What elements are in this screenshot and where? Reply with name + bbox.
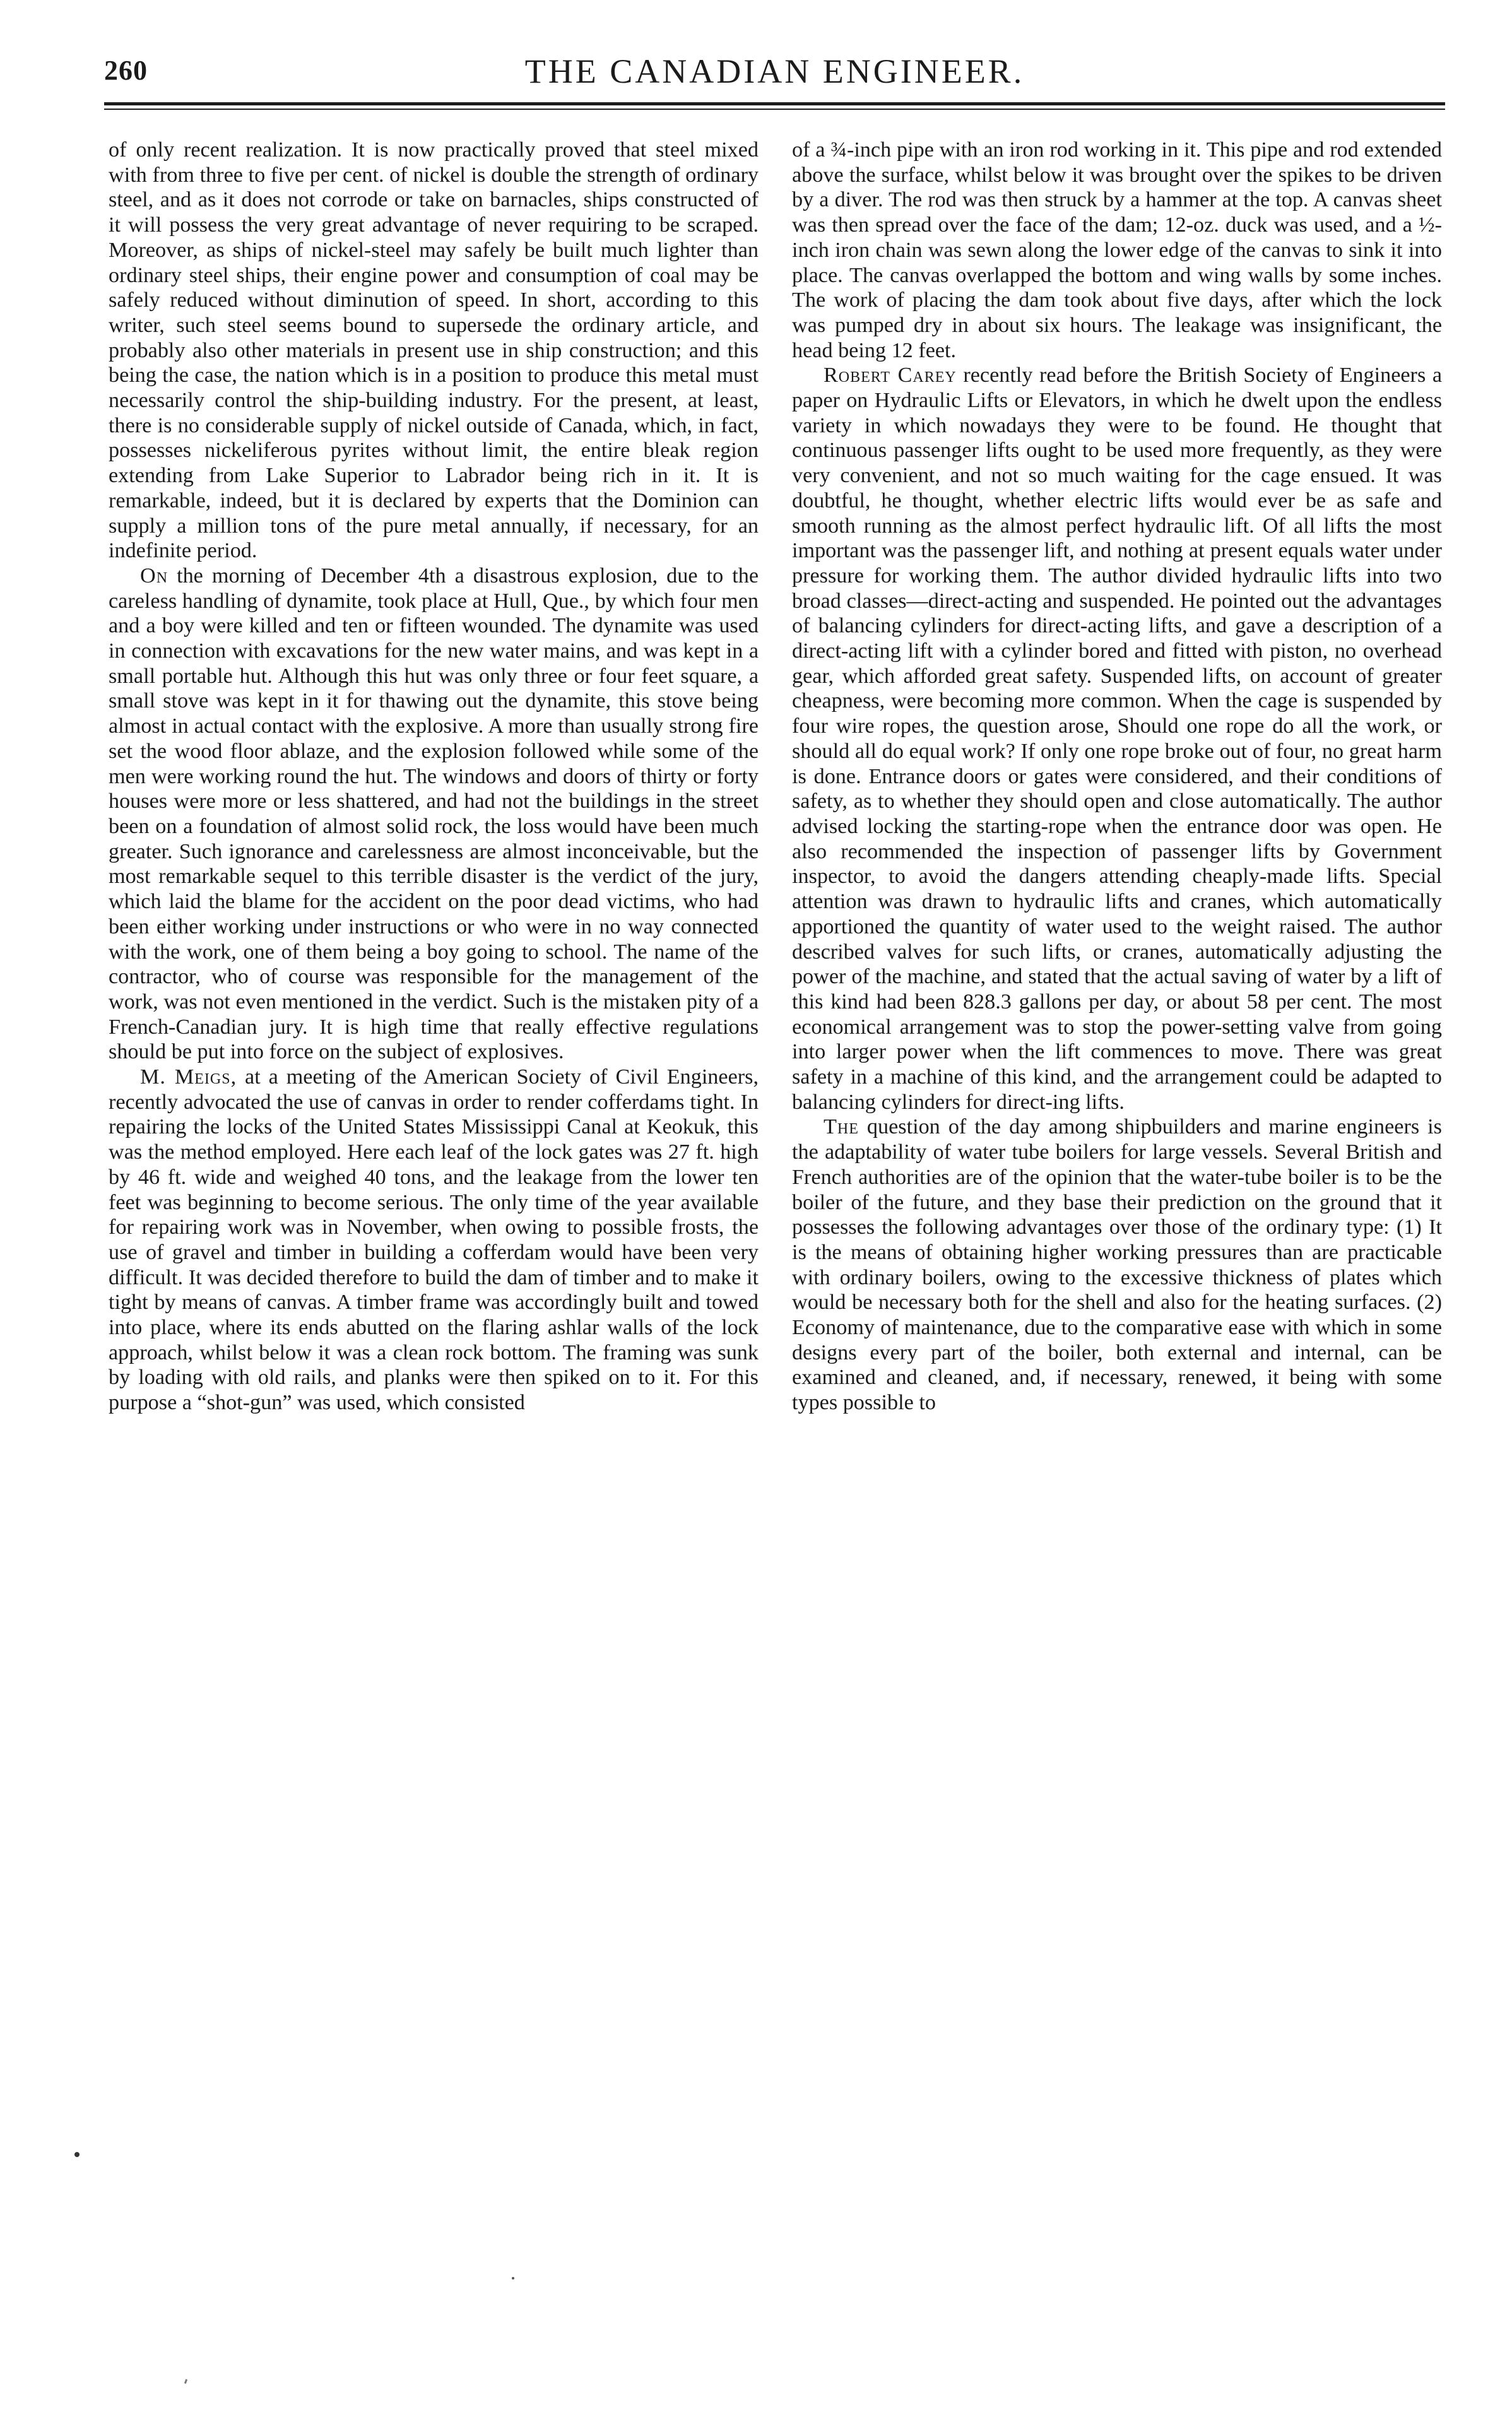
paragraph-body: question of the day among shipbuilders and marine engineers is the adaptability of water tube boilers for large vessels. Several British and French authorities are of the opinion that the water-tube boiler is to be the boiler of the future, and they base their prediction on the ground that it possesses the following advantages over those of the ordinary type: (1) It is the means of obtaining higher working pressures than are practicable with ordinary boilers, owing to the excessive thickness of plates which would be necessary both for the shell and also for the heating surfaces. (2) Economy of maintenance, due to the comparative ease with which in some designs every part of the boiler, both external and internal, can be examined and cleaned, and, if necessary, renewed, it being with some types possible to <box>792 1115 1442 1415</box>
print-speck <box>512 2277 514 2279</box>
paragraph-lead-word: The <box>824 1115 859 1139</box>
paragraph-canvas-cofferdams <box>109 1065 759 1416</box>
page-header <box>104 49 1445 106</box>
paragraph-lead-word: Robert Carey <box>824 364 957 387</box>
header-rule-thin <box>104 109 1445 110</box>
margin-mark <box>74 2152 80 2157</box>
paragraph-cofferdam-continued: of a ¾-inch pipe with an iron rod working in it. This pipe and rod extended above the surface, whilst below it was brought over the spikes to be driven by a diver. The rod was then struck by a hammer at the top. A canvas sheet was then spread over the face of the dam; 12-oz. duck was used, and a ½-inch iron chain was sewn along the lower edge of the canvas to sink it into place. The canvas overlapped the bottom and wing walls by some inches. The work of placing the dam took about five days, after which the lock was pumped dry in about six hours. The leakage was insignificant, the head being 12 feet. <box>792 138 1442 362</box>
page-number: 260 <box>104 55 148 86</box>
journal-title: THE CANADIAN ENGINEER. <box>524 52 1025 90</box>
paragraph-body: the morning of December 4th a disastrous explosion, due to the careless handling of dynamite, took place at Hull, Que., by which four men and a boy were killed and ten or fifteen wounded. The dynamite was used in connection with excavations for the new water mains, and was kept in a small portable hut. Although this hut was only three or four feet square, a small stove was kept in it for thawing out the dynamite, this stove being almost in actual contact with the explosive. A more than usually strong fire set the wood floor ablaze, and the explosion followed while some of the men were working round the hut. The windows and doors of thirty or forty houses were more or less shattered, and had not the buildings in the street been on a foundation of almost solid rock, the loss would have been much greater. Such ignorance and carelessness are almost inconceivable, but the most remarkable sequel to this terrible disaster is the verdict of the jury, which laid the blame for the accident on the poor dead victims, who had been either working under instructions or who were in no way connected with the work, one of them being a boy going to school. The name of the contractor, who of course was responsible for the management of the work, was not even mentioned in the verdict. Such is the mistaken pity of a French-Canadian jury. It is high time that really effective regulations should be put into force on the subject of explosives. <box>109 564 759 1064</box>
left-column <box>109 138 759 1416</box>
paragraph-body: at a meeting of the American Society of Civil Engineers, recently advocated the use of canvas in order to render cofferdams tight. In repairing the locks of the United States Mississippi Canal at Keokuk, this was the method employed. Here each leaf of the lock gates was 27 ft. high by 46 ft. wide and weighed 40 tons, and the leakage from the lower ten feet was beginning to become serious. The only time of the year available for repairing work was in November, when owing to possible frosts, the use of gravel and timber in building a cofferdam would have been very difficult. It was decided therefore to build the dam of timber and to make it tight by means of canvas. A timber frame was accordingly built and towed into place, where its ends abutted on the flaring ashlar walls of the lock approach, whilst below it was a clean rock bottom. The framing was sunk by loading with old rails, and planks were then spiked on to it. For this purpose a “shot-gun” was used, which consisted <box>109 1065 759 1415</box>
paragraph-lead-word: On <box>140 564 168 588</box>
print-speck <box>184 2379 187 2384</box>
right-column <box>792 138 1442 1416</box>
paragraph-water-tube-boilers <box>792 1114 1442 1415</box>
paragraph-lead-word: M. Meigs, <box>140 1065 237 1089</box>
paragraph-body: recently read before the British Society of Engineers a paper on Hydraulic Lifts or Elevators, in which he dwelt upon the endless variety in which nowadays they were to be found. He thought that continuous passenger lifts ought to be used more frequently, as they were very convenient, and not so much waiting for the cage ensued. It was doubtful, he thought, whether electric lifts would ever be as safe and smooth running as the almost perfect hydraulic lift. Of all lifts the most important was the passenger lift, and nothing at present equals water under pressure for working them. The author divided hydraulic lifts into two broad classes—direct-acting and suspended. He pointed out the advantages of balancing cylinders for direct-acting lifts, and gave a description of a direct-acting lift with a cylinder bored and fitted with piston, no overhead gear, which afforded great safety. Suspended lifts, on account of greater cheapness, were becoming more common. When the cage is suspended by four wire ropes, the question arose, Should one rope do all the work, or should all do equal work? If only one rope broke out of four, no great harm is done. Entrance doors or gates were considered, and their conditions of safety, as to whether they should open and close automatically. The author advised locking the starting-rope when the entrance door was open. He also recommended the inspection of passenger lifts by Government inspector, to avoid the dangers attending cheaply-made lifts. Special attention was drawn to hydraulic lifts and cranes, which automatically apportioned the quantity of water used to the weight raised. The author described valves for such lifts, or cranes, automatically adjusting the power of the machine, and stated that the actual saving of water by a lift of this kind had been 828.3 gallons per day, or about 58 per cent. The most economical arrangement was to stop the power-setting valve from going into larger power when the lift commences to move. There was great safety in a machine of this kind, and the arrangement could be adapted to balancing cylinders for direct-ing lifts. <box>792 364 1443 1114</box>
paragraph-hydraulic-lifts <box>792 363 1442 1114</box>
paragraph-nickel-steel: of only recent realization. It is now practically proved that steel mixed with from three to five per cent. of nickel is double the strength of ordinary steel, and as it does not corrode or take on barnacles, ships constructed of it will possess the very great advantage of never requiring to be scraped. Moreover, as ships of nickel-steel may safely be built much lighter than ordinary steel ships, their engine power and consumption of coal may be safely reduced without diminution of speed. In short, according to this writer, such steel seems bound to supersede the ordinary article, and probably also other materials in present use in ship construction; and this being the case, the nation which is in a position to produce this metal must necessarily control the ship-building industry. For the present, at least, there is no considerable supply of nickel outside of Canada, which, in fact, possesses nickeliferous pyrites without limit, the entire bleak region extending from Lake Superior to Labrador being rich in it. It is remarkable, indeed, but it is declared by experts that the Dominion can supply a million tons of the pure metal annually, if necessary, for an indefinite period. <box>109 138 759 563</box>
header-rule-thick <box>104 102 1445 105</box>
paragraph-hull-explosion <box>109 564 759 1065</box>
